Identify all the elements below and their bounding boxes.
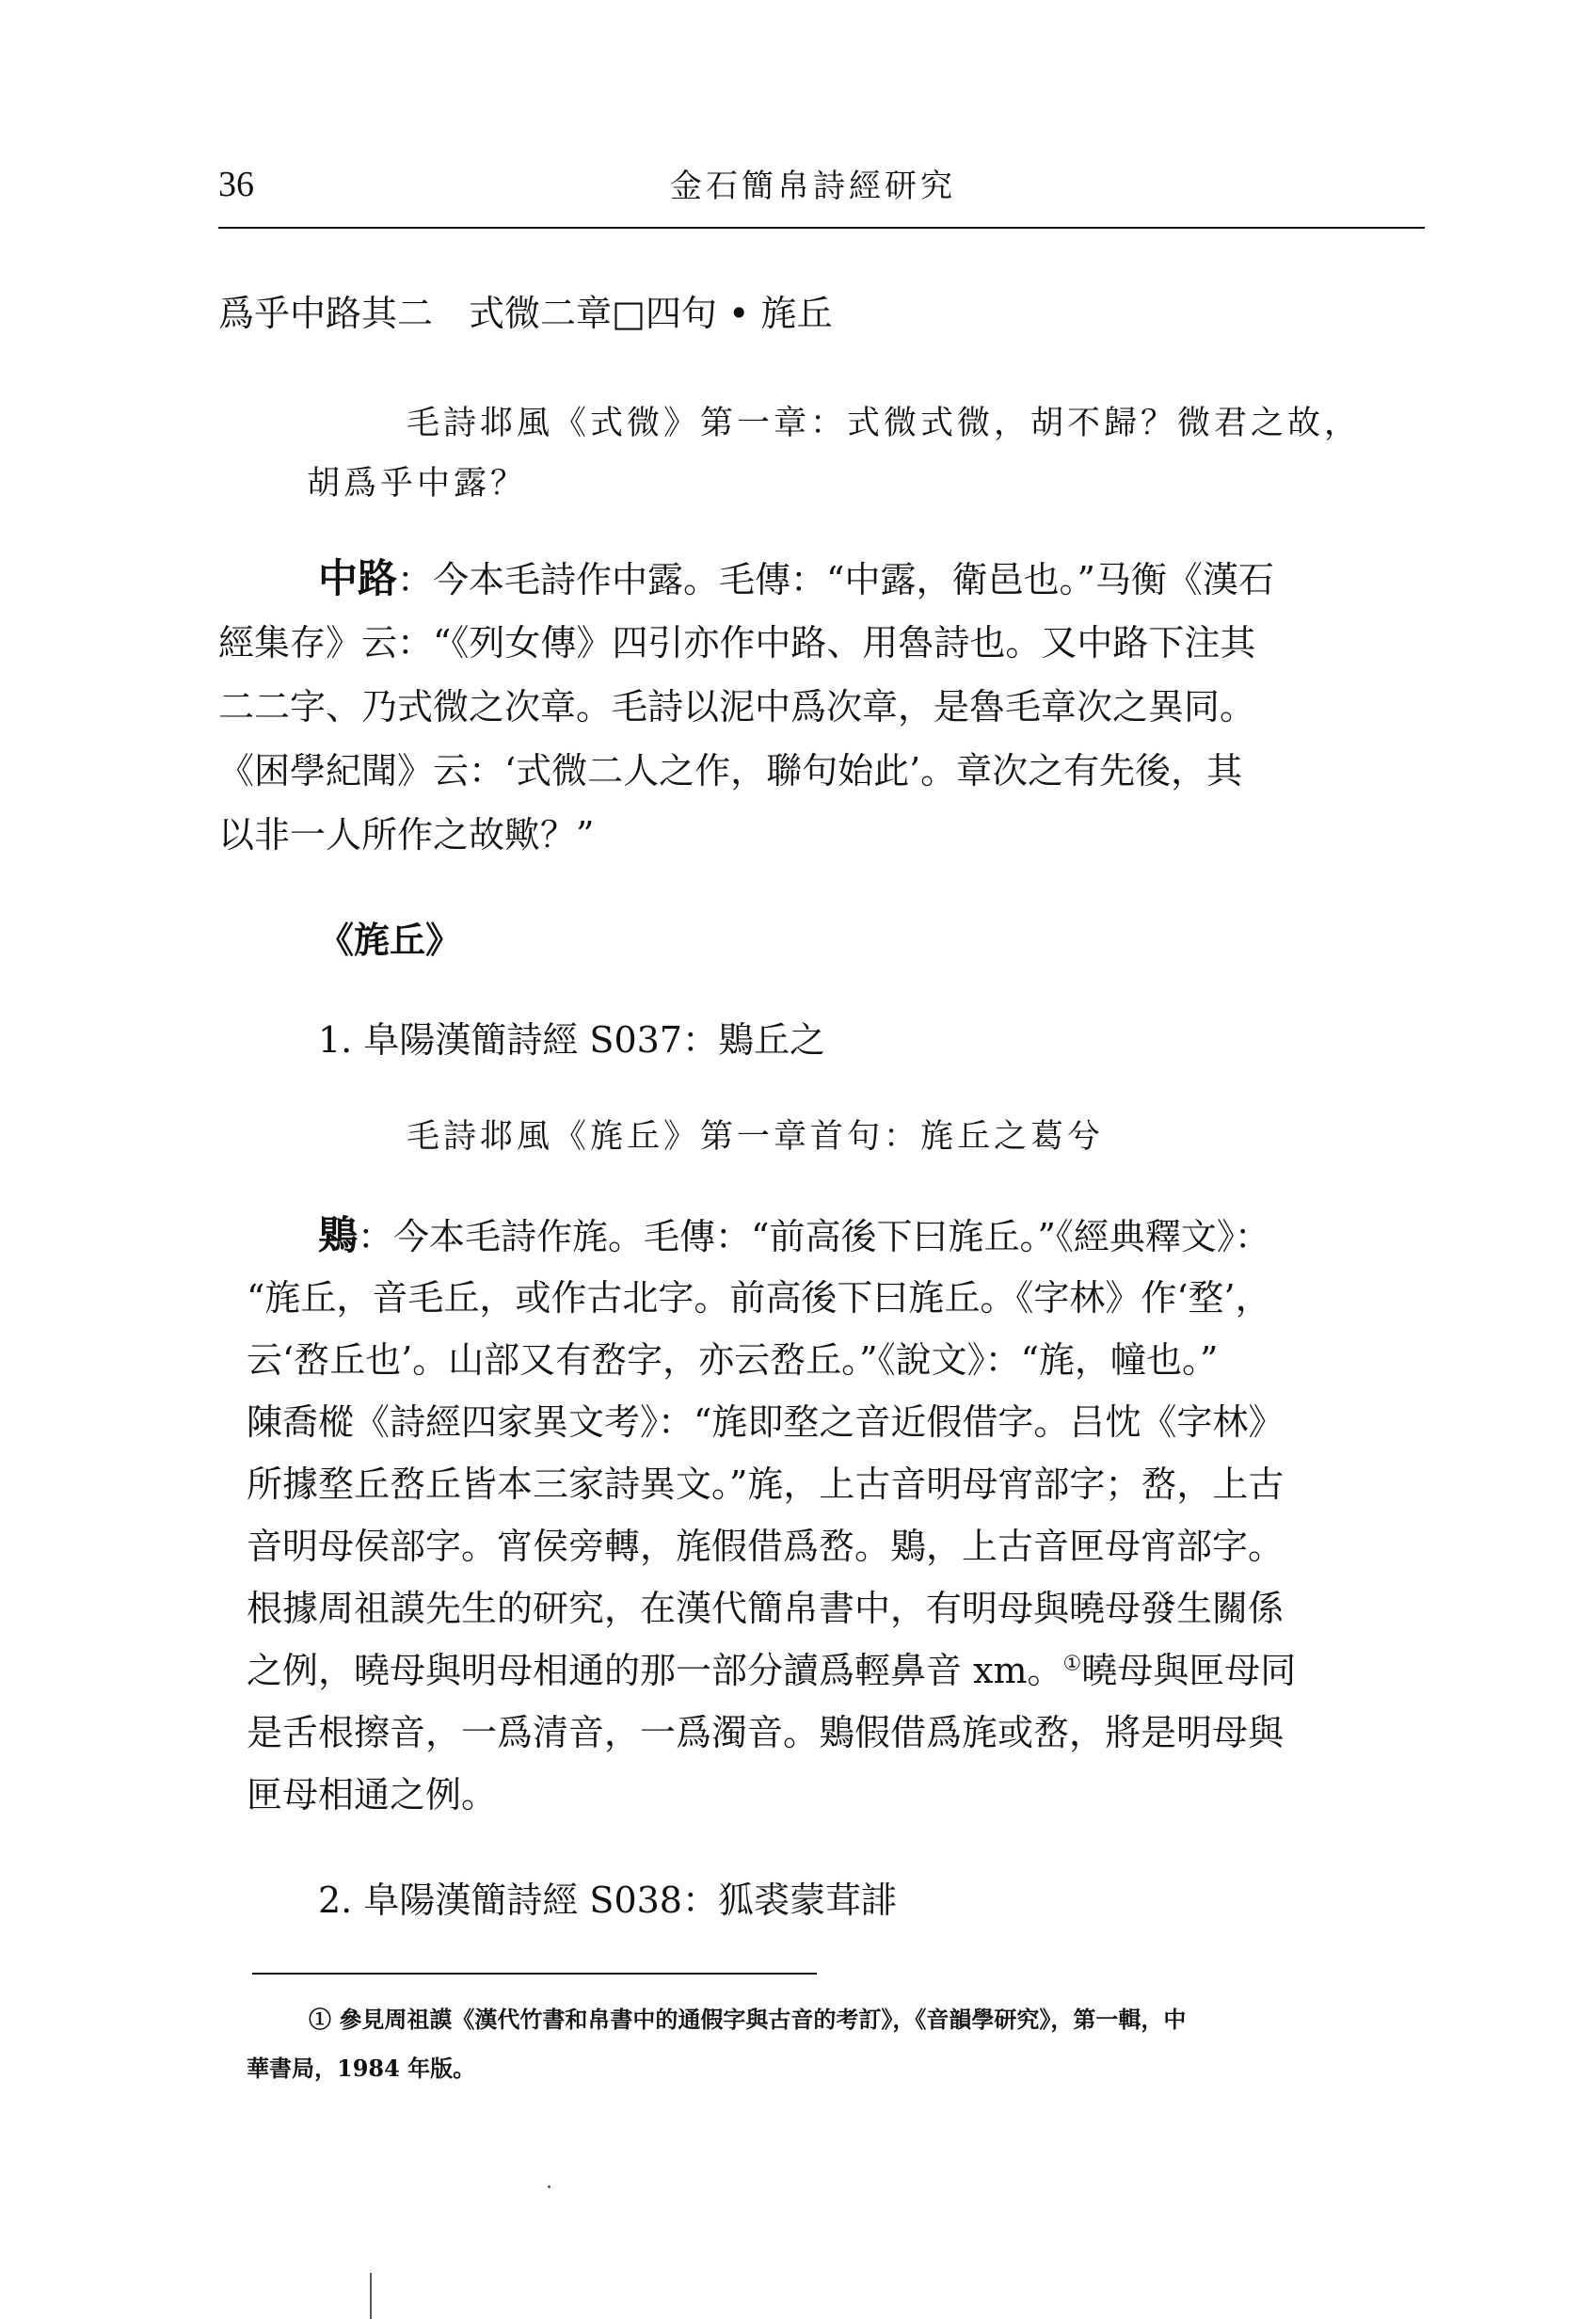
list-item-2: 2. 阜陽漢簡詩經 S038：狐裘蒙茸誹	[318, 1879, 897, 1921]
paragraph2-line2: “旄丘，音毛丘，或作古北字。前高後下曰旄丘。《字林》作‘堥’，	[247, 1277, 1271, 1319]
paragraph2-line1-text: ：今本毛詩作旄。毛傳：“前高後下曰旄丘。”《經典釋文》：	[358, 1216, 1270, 1257]
paragraph2-line6: 音明母侯部字。宵侯旁轉，旄假借爲嵍。鶪，上古音匣母宵部字。	[247, 1526, 1285, 1567]
quote1-line1: 毛詩邶風《式微》第一章：式微式微，胡不歸？微君之故，	[407, 405, 1362, 442]
subheading-jingqiu: 《旄丘》	[318, 919, 462, 961]
paragraph2-line3: 云‘嵍丘也’。山部又有嵍字，亦云嵍丘。”《說文》：“旄，幢也。”	[247, 1339, 1219, 1381]
scan-speck	[548, 2185, 551, 2188]
section-heading: 爲乎中路其二 式微二章□四句 • 旄丘	[218, 293, 833, 334]
footnote-reference[interactable]: ①	[1062, 1652, 1082, 1676]
list-item-1: 1. 阜陽漢簡詩經 S037：鶪丘之	[318, 1019, 825, 1061]
running-title: 金石簡帛詩經研究	[670, 168, 956, 205]
paragraph2-line5: 所據堥丘嵍丘皆本三家詩異文。”旄，上古音明母宵部字；嵍，上古	[247, 1463, 1285, 1505]
quote1-line2: 胡爲乎中露？	[307, 465, 528, 503]
paragraph2-line8	[247, 1639, 1296, 1702]
paragraph1-line1-text: ：今本毛詩作中露。毛傳：“中露，衛邑也。”马衡《漢石	[397, 559, 1274, 600]
paragraph2-line8-text: 之例，曉母與明母相通的那一部分讀爲輕鼻音 xm。	[247, 1650, 1063, 1691]
page-header	[218, 162, 1425, 218]
paragraph2-line1	[318, 1205, 1270, 1268]
paragraph1-line4: 《困學紀聞》云：‘式微二人之作，聯句始此’。章次之有先後，其	[218, 750, 1243, 792]
footnote-line1: ① 參見周祖謨《漢代竹書和帛書中的通假字與古音的考訂》，《音韻學研究》，第一輯，中	[309, 2006, 1187, 2033]
paragraph1-line1	[318, 548, 1274, 611]
scan-binding-mark	[370, 2273, 372, 2319]
paragraph2-line9: 是舌根擦音，一爲清音，一爲濁音。鶪假借爲旄或嵍，將是明母與	[247, 1712, 1285, 1753]
page-number: 36	[218, 165, 254, 204]
paragraph2-line4: 陳喬樅《詩經四家異文考》：“旄即堥之音近假借字。吕忱《字林》	[247, 1401, 1285, 1443]
paragraph2-lead-term: 鶪	[318, 1212, 359, 1258]
quote2-line: 毛詩邶風《旄丘》第一章首句：旄丘之葛兮	[407, 1118, 1105, 1156]
paragraph2-line7: 根據周祖謨先生的研究，在漢代簡帛書中，有明母與曉母發生關係	[247, 1588, 1285, 1629]
footnote-rule	[252, 1973, 817, 1975]
paragraph1-line5: 以非一人所作之故歟？”	[218, 814, 595, 856]
paragraph1-line3: 二二字、乃式微之次章。毛詩以泥中爲次章，是魯毛章次之異同。	[218, 686, 1256, 728]
paragraph1-line2: 經集存》云：“《列女傳》四引亦作中路、用魯詩也。又中路下注其	[218, 622, 1256, 664]
paragraph1-lead-term: 中路	[318, 555, 398, 601]
paragraph2-line10: 匣母相通之例。	[247, 1774, 498, 1815]
paragraph2-line8-text-cont: 曉母與匣母同	[1081, 1650, 1297, 1691]
footnote-line2: 華書局，1984 年版。	[247, 2055, 476, 2082]
header-rule	[218, 227, 1425, 229]
